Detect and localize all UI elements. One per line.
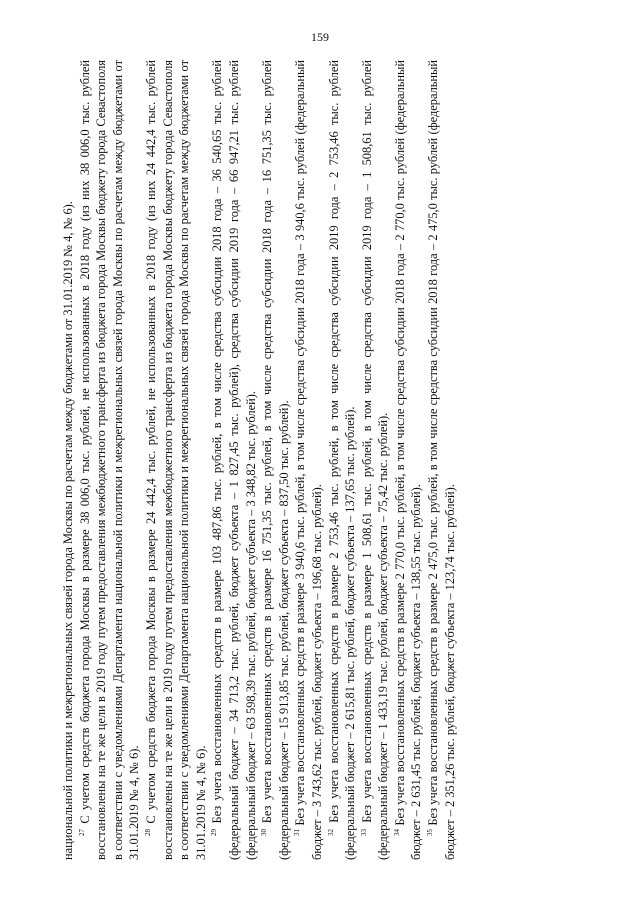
footnote-31 [292,60,325,860]
footnote-marker: 33 [359,829,368,836]
footnote-marker: 28 [143,829,152,836]
footnote-continuation [60,60,77,860]
footnote-33 [359,60,392,860]
footnote-32 [326,60,359,860]
footnote-marker: 34 [392,829,401,836]
footnotes-text-block [60,60,610,860]
footnote-marker: 29 [210,829,219,836]
paragraph-text: Без учета восстановленных средств в размере 16 751,35 тыс. рублей, в том числе средства субсидии 2018 года – 16 751,35 тыс. рублей (федеральный бюджет – 15 913,85 тыс. рублей, бюджет субъекта – 837,50 тыс. рублей). [260,60,291,860]
footnote-29 [209,60,259,860]
rotated-text-frame [60,60,610,860]
paragraph-text: С учетом средств бюджета города Москвы в размере 38 006,0 тыс. рублей, не использованных в 2018 году (из них 38 006,0 тыс. рублей восстановлены на те же цели в 2019 году путем предоставления межбюджетного трансферта из бюджета города Москвы бюджету города Севастополя в соответствии с уведомлениями Департамента национальной политики и межрегиональных связей города Москвы по расчетам между бюджетами от 31.01.2019 № 4, № 6). [77,60,142,860]
paragraph-text: Без учета восстановленных средств в размере 2 753,46 тыс. рублей, в том числе средства субсидии 2019 года – 2 753,46 тыс. рублей (федеральный бюджет – 2 615,81 тыс. рублей, бюджет субъекта – 137,65 тыс. рублей). [326,60,358,860]
paragraph-text: Без учета восстановленных средств в размере 103 487,86 тыс. рублей, в том числе средства субсидии 2018 года – 36 540,65 тыс. рублей (федеральный бюджет – 34 713,2 тыс. рублей, бюджет субъекта – 1 827,45 тыс. рублей), средства субсидии 2019 года – 66 947,21 тыс. рублей (федеральный бюджет – 63 598,39 тыс. рублей, бюджет субъекта – 3 348,82 тыс. рублей). [210,60,258,860]
footnote-28 [143,60,209,860]
footnote-35 [425,60,458,860]
footnote-marker: 30 [260,829,268,836]
footnote-marker: 27 [77,829,86,836]
paragraph-text: национальной политики и межрегиональных связей города Москвы по расчетам между бюджетами от 31.01.2019 № 4, № 6). [61,201,75,860]
footnote-27 [77,60,143,860]
paragraph-text: Без учета восстановленных средств в размере 1 508,61 тыс. рублей, в том числе средства субсидии 2019 года – 1 508,61 тыс. рублей (федеральный бюджет – 1 433,19 тыс. рублей, бюджет субъекта – 75,42 тыс. рублей). [359,60,391,860]
footnote-marker: 31 [293,829,302,836]
paragraph-text: Без учета восстановленных средств в размере 2 770,0 тыс. рублей, в том числе средства субсидии 2018 года – 2 770,0 тыс. рублей (федеральный бюджет – 2 631,45 тыс. рублей, бюджет субъекта – 138,55 тыс. рублей). [392,60,424,860]
footnote-marker: 32 [326,829,335,836]
footnote-30 [259,60,292,860]
footnote-34 [392,60,425,860]
footnote-marker: 35 [425,829,434,836]
paragraph-text: С учетом средств бюджета города Москвы в размере 24 442,4 тыс. рублей, не использованных в 2018 году (из них 24 442,4 тыс. рублей восстановлены на те же цели в 2019 году путем предоставления межбюджетного трансферта из бюджета города Москвы бюджету города Севастополя в соответствии с уведомлениями Департамента национальной политики и межрегиональных связей города Москвы по расчетам между бюджетами от 31.01.2019 № 4, № 6). [143,60,208,860]
paragraph-text: Без учета восстановленных средств в размере 3 940,6 тыс. рублей, в том числе средства субсидии 2018 года – 3 940,6 тыс. рублей (федеральный бюджет – 3 743,62 тыс. рублей, бюджет субъекта – 196,68 тыс. рублей). [293,60,324,860]
page-number: 159 [311,30,329,44]
paragraph-text: Без учета восстановленных средств в размере 2 475,0 тыс. рублей, в том числе средства субсидии 2018 года – 2 475,0 тыс. рублей (федеральный бюджет – 2 351,26 тыс. рублей, бюджет субъекта – 123,74 тыс. рублей). [426,60,457,860]
